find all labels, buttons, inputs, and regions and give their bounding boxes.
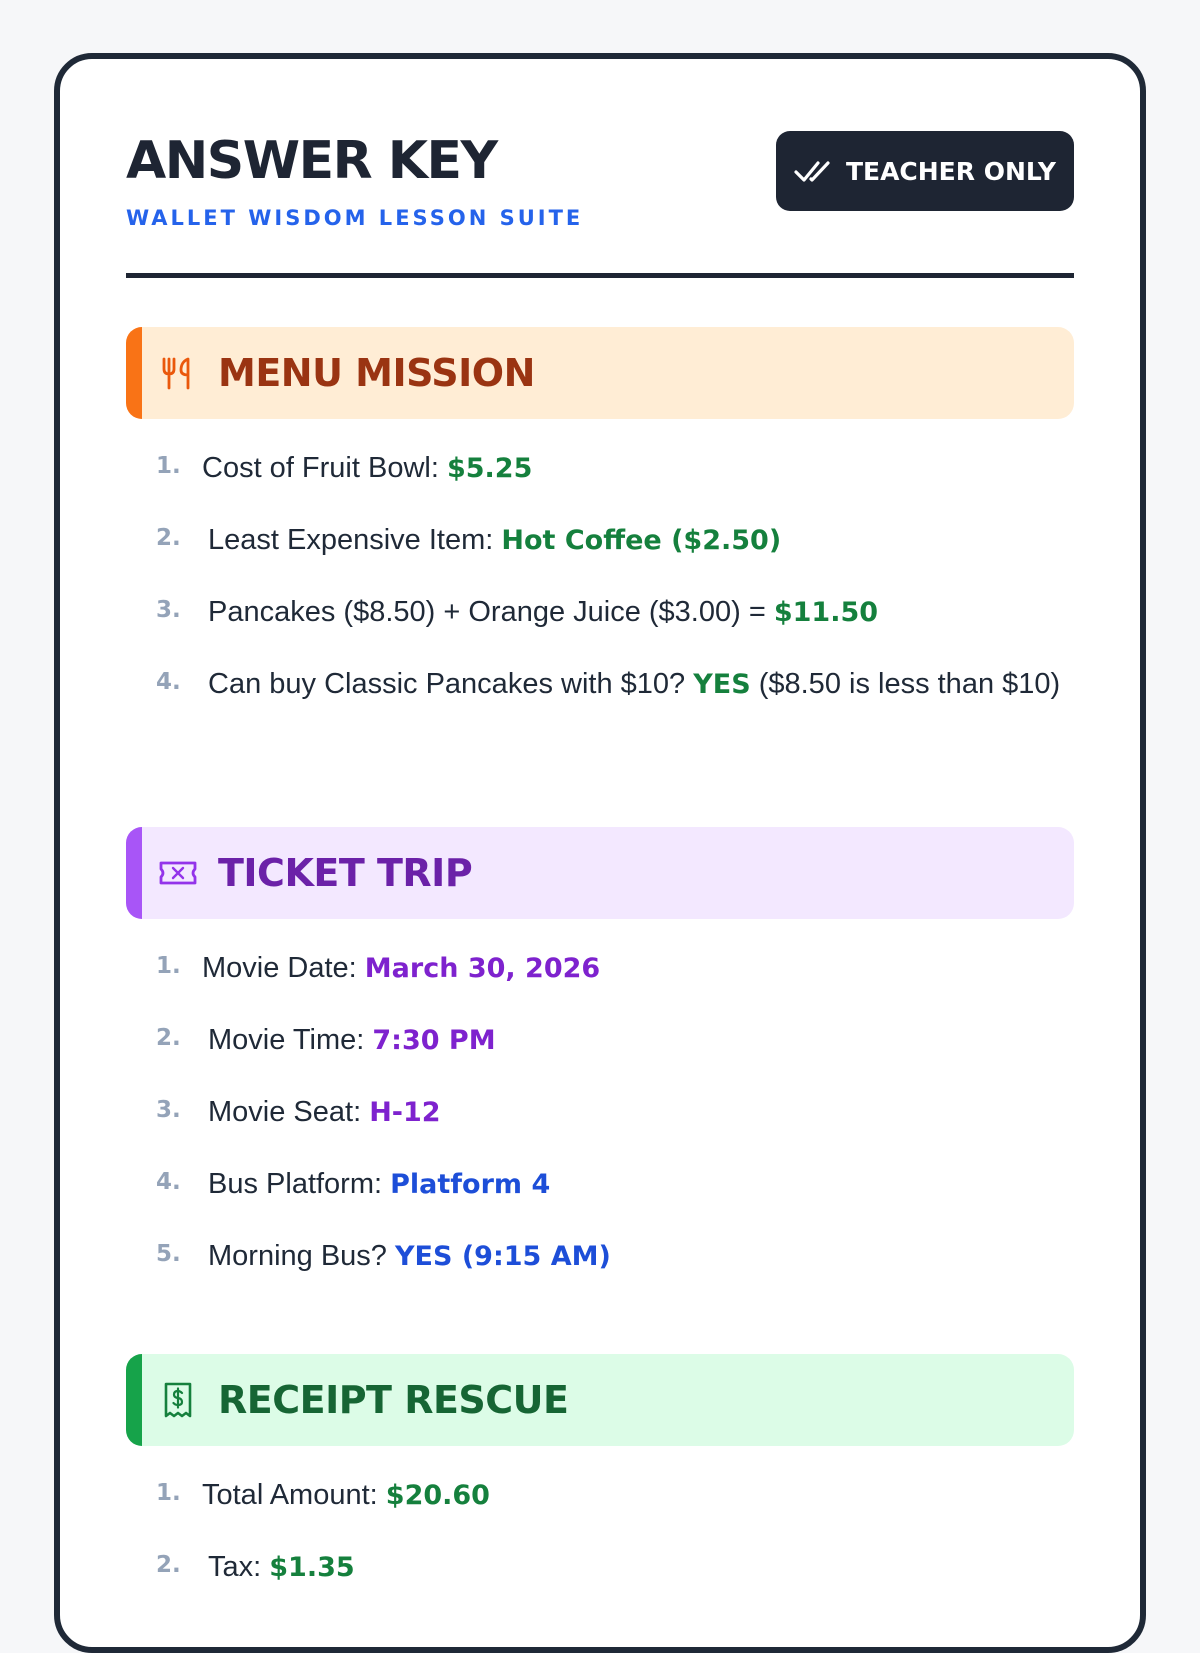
item-question: Movie Time: — [208, 1024, 373, 1056]
teacher-only-badge — [776, 131, 1074, 211]
list-item — [156, 589, 1076, 661]
item-question: Movie Date: — [202, 952, 365, 984]
item-question: Tax: — [208, 1551, 270, 1583]
item-answer: $11.50 — [773, 597, 879, 628]
teacher-only-label: TEACHER ONLY — [845, 156, 1057, 186]
item-number: 1. — [156, 953, 181, 979]
item-answer: March 30, 2026 — [364, 953, 601, 984]
item-answer: YES — [693, 669, 751, 700]
item-question: Cost of Fruit Bowl: — [202, 452, 447, 484]
header-divider — [126, 273, 1074, 278]
ticket-icon — [158, 855, 198, 891]
list-item — [156, 1089, 1076, 1161]
page-subtitle: WALLET WISDOM LESSON SUITE — [126, 206, 584, 230]
section-title: RECEIPT RESCUE — [218, 1378, 569, 1422]
list-item — [156, 1017, 1076, 1089]
list-item — [156, 445, 1076, 517]
menu-mission-answers — [156, 445, 1076, 708]
list-item — [156, 1472, 1076, 1544]
item-question: Morning Bus? — [208, 1240, 395, 1272]
item-answer: $5.25 — [446, 453, 533, 484]
item-answer: H-12 — [369, 1097, 441, 1128]
section-accent — [126, 327, 142, 419]
answer-key-card — [54, 53, 1146, 1653]
item-question: Least Expensive Item: — [208, 524, 502, 556]
ticket-trip-answers — [156, 945, 1076, 1305]
list-item — [156, 945, 1076, 1017]
double-check-icon — [794, 157, 834, 185]
section-header-menu-mission — [126, 327, 1074, 419]
item-number: 3. — [156, 1097, 181, 1123]
utensils-icon — [158, 355, 198, 391]
item-answer: Platform 4 — [390, 1169, 551, 1200]
section-title: MENU MISSION — [218, 351, 535, 395]
item-number: 1. — [156, 1480, 181, 1506]
item-number: 3. — [156, 597, 181, 623]
item-number: 5. — [156, 1241, 181, 1267]
section-header-receipt-rescue — [126, 1354, 1074, 1446]
item-number: 1. — [156, 453, 181, 479]
item-number: 2. — [156, 1025, 181, 1051]
item-question: Total Amount: — [202, 1479, 386, 1511]
item-question: Movie Seat: — [208, 1096, 370, 1128]
list-item — [156, 1544, 1076, 1616]
item-question: Bus Platform: — [208, 1168, 391, 1200]
list-item — [156, 1233, 1076, 1305]
item-explanation: ($8.50 is less than $10) — [750, 668, 1061, 700]
item-question: Pancakes ($8.50) + Orange Juice ($3.00) = — [208, 596, 774, 628]
item-number: 2. — [156, 525, 181, 551]
receipt-rescue-answers — [156, 1472, 1076, 1616]
list-item — [156, 517, 1076, 589]
item-answer: YES (9:15 AM) — [395, 1241, 611, 1272]
item-answer: 7:30 PM — [372, 1025, 496, 1056]
answer-key-header — [126, 131, 1074, 231]
item-answer: Hot Coffee ($2.50) — [501, 525, 782, 556]
list-item — [156, 1161, 1076, 1233]
receipt-icon — [158, 1382, 198, 1418]
item-number: 2. — [156, 1552, 181, 1578]
section-header-ticket-trip — [126, 827, 1074, 919]
item-question: Can buy Classic Pancakes with $10? — [208, 668, 694, 700]
item-number: 4. — [156, 669, 181, 695]
item-answer: $1.35 — [269, 1552, 355, 1583]
section-title: TICKET TRIP — [218, 851, 473, 895]
item-number: 4. — [156, 1169, 181, 1195]
section-accent — [126, 1354, 142, 1446]
list-item — [156, 661, 1076, 708]
section-accent — [126, 827, 142, 919]
page-title: ANSWER KEY — [126, 131, 497, 191]
item-answer: $20.60 — [385, 1480, 490, 1511]
